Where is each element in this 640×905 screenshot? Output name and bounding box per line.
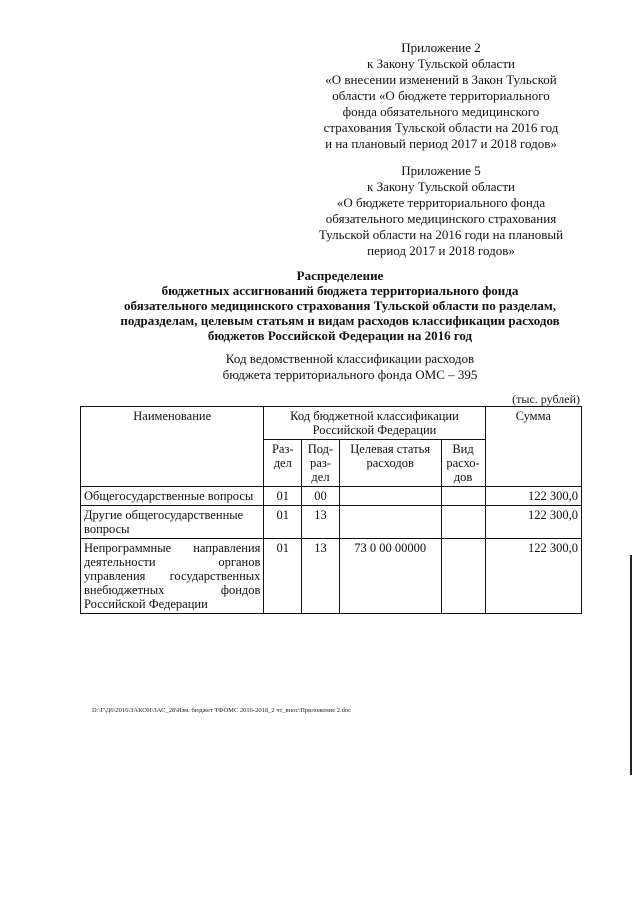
appendix-2-line: «О внесении изменений в Закон Тульской (325, 72, 557, 87)
appendix-5-line: обязательного медицинского страхования (325, 211, 557, 226)
title-line: бюджетных ассигнований бюджета территориального фонда (161, 283, 519, 298)
units-label: (тыс. рублей) (512, 392, 580, 406)
appendix-5-line: к Закону Тульской области (367, 179, 515, 194)
appendix-2-line: и на плановый период 2017 и 2018 годов» (325, 136, 557, 151)
header-vid: Вид расхо-дов (441, 440, 485, 487)
appendix-2-line: Приложение 2 (401, 40, 481, 55)
title-line: подразделам, целевым статьям и видам расходов классификации расходов (120, 313, 560, 328)
row-target (339, 487, 441, 506)
row-podrazdel: 13 (302, 539, 340, 614)
appendix-2-line: страхования Тульской области на 2016 год (323, 120, 559, 135)
budget-table (80, 406, 582, 614)
title-line: бюджетов Российской Федерации на 2016 год (207, 328, 473, 343)
table-row (81, 506, 582, 539)
row-vid (441, 487, 485, 506)
department-code-line: бюджета территориального фонда ОМС – 395 (222, 367, 478, 382)
table-row (81, 539, 582, 614)
row-name: Другие общегосударственные вопросы (81, 506, 264, 539)
row-podrazdel: 13 (302, 506, 340, 539)
appendix-5-header (296, 163, 586, 259)
appendix-2-line: фонда обязательного медицинского (342, 104, 540, 119)
title-line: Распределение (296, 268, 384, 283)
department-code (150, 351, 550, 383)
row-vid (441, 506, 485, 539)
appendix-2-header (296, 40, 586, 152)
row-name: Общегосударственные вопросы (81, 487, 264, 506)
row-razdel: 01 (264, 539, 302, 614)
row-vid (441, 539, 485, 614)
margin-line (630, 555, 632, 775)
header-podrazdel: Под-раз-дел (302, 440, 340, 487)
table-row (81, 487, 582, 506)
appendix-5-line: Приложение 5 (401, 163, 481, 178)
row-target: 73 0 00 00000 (339, 539, 441, 614)
header-sum: Сумма (485, 407, 581, 487)
row-sum: 122 300,0 (485, 487, 581, 506)
appendix-5-line: «О бюджете территориального фонда (336, 195, 546, 210)
department-code-line: Код ведомственной классификации расходов (225, 351, 475, 366)
header-razdel: Раз-дел (264, 440, 302, 487)
title-line: обязательного медицинского страхования Тульской области по разделам, (124, 298, 556, 313)
row-sum: 122 300,0 (485, 539, 581, 614)
document-title (60, 268, 620, 343)
row-sum: 122 300,0 (485, 506, 581, 539)
header-classification: Код бюджетной классификации Российской Федерации (264, 407, 485, 440)
row-razdel: 01 (264, 506, 302, 539)
row-name: Непрограммные направления деятельности органов управления государственных внебюджетных фондов Российской Федерации (81, 539, 264, 614)
appendix-2-line: к Закону Тульской области (367, 56, 515, 71)
row-podrazdel: 00 (302, 487, 340, 506)
file-path-footer: D:\Г\Д6\2016\ЗАКОН\ЗАС_28\Изм. бюджет ТФОМС 2016-2018_2 чт_внос\Приложение 2.doc (92, 707, 351, 714)
header-target: Целевая статья расходов (339, 440, 441, 487)
appendix-5-line: период 2017 и 2018 годов» (367, 243, 515, 258)
appendix-2-line: области «О бюджете территориального (332, 88, 550, 103)
header-name: Наименование (81, 407, 264, 487)
appendix-5-line: Тульской области на 2016 годи на плановый (318, 227, 564, 242)
row-target (339, 506, 441, 539)
row-razdel: 01 (264, 487, 302, 506)
